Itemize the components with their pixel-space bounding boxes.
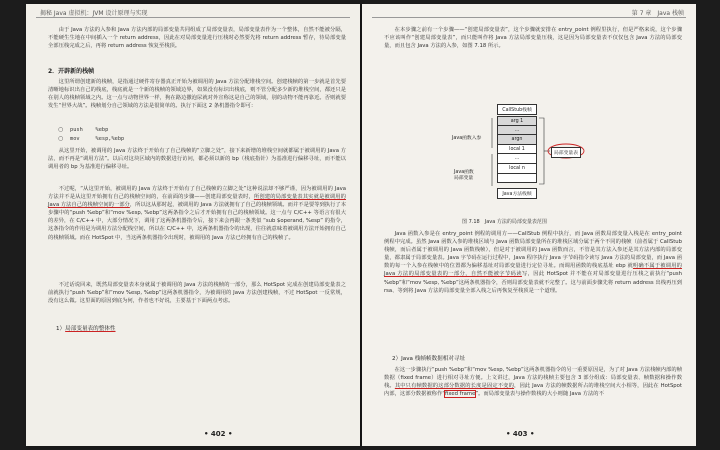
java-args-label: Java函数入参 bbox=[452, 136, 482, 141]
section-heading: 2．开辟新的栈帧 bbox=[48, 68, 95, 75]
header-rule bbox=[372, 17, 686, 18]
stack-slot: arg 1 bbox=[497, 116, 537, 126]
code-bullet-2: ○ bbox=[58, 135, 64, 142]
java-method-frame-box: Java方法栈帧 bbox=[497, 188, 537, 199]
page-number: • 402 • bbox=[204, 430, 233, 438]
intro-paragraph: 由于 Java 方法的入参和 Java 方法内部的局部变量共同组成了局部变量表，局部变量表作为一个整体，自然不能被分隔，不能硬生生地在中间插入一个 return address，因此在对局部变量进行压栈时必然要先将 return address 暂存，待局部变量全部压栈完成之后，再将 return address 恢复至栈顶。 bbox=[48, 27, 346, 50]
red-underline-annotation: 明确不属于被调用的 Java 方法的局部变量表的一部分，自然不能被字节码读 bbox=[384, 263, 682, 278]
stack-diagram bbox=[452, 104, 602, 216]
stack-slot: argn bbox=[497, 135, 537, 145]
fixed-frame-highlight: fixed frame bbox=[445, 391, 476, 398]
paragraph-start-frame: 从这里开始，被调用的 Java 方法终于开始有了自己栈帧的“立脚之处”，接下来新增的堆栈空间就都属于被调用的 Java 方法，而不再是“调用方法”。以后对这块区域内的数据进行访问，都必须以新的 bp（栈底指针）为基准进行偏移寻址，而不能以调用者的 bp 为基准进行偏移寻址。 bbox=[48, 148, 346, 171]
paragraph-fixed-frame: 在这一步骤执行“push %ebp”和“mov %esp, %ebp”这两条机器指令的另一重要原因是，为了对 Java 方法栈帧内部的帧数据（fixed frame）进行相对寻址方便。上文讲过，Java 方法的栈帧主要包含 3 部分组成：局部变量表、帧数据和操作数栈。其中只有帧数据的这部分数据的长度是固定不变的，因此 Java 方法的帧数据所占的堆栈空间大小相等，因此在 HotSpot 内部，这部分数据被称作“fixed frame”。而局部变量表与操作数栈的大小则随 Java 方法的不 bbox=[384, 367, 682, 398]
code-bullet-1: ○ bbox=[58, 126, 64, 133]
running-header: 第 7 章 Java 栈帧 bbox=[631, 10, 684, 17]
figure-caption: 图 7.18 Java 方法的局部变量表范围 bbox=[462, 219, 547, 225]
paragraph-args-locals: Java 函数入参是在 entry_point 例程的调用方——CallStub 例程中执行，而 Java 函数局部变量入栈是在 entry_point 例程中完成。虽然 Java 函数入参的堆栈区域与 Java 函数局部变量所在的堆栈区域分属于两个不同的栈帧（前者属于 CallStub 栈帧，而后者属于被调用的 Java 函数栈帧），但是对于被调用的 Java 函数而言，不管是其方法入参还是其方法内部的局部变量，都隶属于局部变量表。Java 字节码在运行过程中，Java 程序执行 Java 字节码指令读写 Java 方法的局部变量，而 Java 函数的每一个入参在栈帧中的位置都为偏移基址对局部变量进行定位寻址。而调用函数的栈底基址 ebp 就明确不属于被调用的 Java 方法的局部变量表的一部分，自然不能被字节码读写，因此 HotSpot 并不能在对局部变量进行压栈之前执行“push %ebp”和“mov %esp, %ebp”这两条机器指令，否则局部变量表就不完整了。这与前面步骤先将 return address 出栈再压到 rsa、等到将 Java 方法的局部变量全部入栈之后再恢复至栈顶是一个道理。 bbox=[384, 231, 682, 294]
paragraph-local-table: 在本步骤之前有一个步骤——“创建局部变量表”，这个步骤就安排在 entry_point 例程里执行，但是严格来说，这个步骤不应该叫作“创建局部变量表”，而只能叫作将 Java 方法局部变量压栈，这是因为局部变量表不仅仅包含 Java 方法的局部变量，而且包含 Java 方法的入参，如图 7.18 所示。 bbox=[384, 27, 682, 50]
section-heading-relative-addressing: 2）Java 栈帧帧数据相对寻址 bbox=[392, 356, 466, 362]
red-underline-annotation: 其中只有帧数据的这部分数据的长度是固定不变的 bbox=[394, 383, 515, 390]
paragraph-two-reasons: 不过话说回来，既然局部变量表本身就属于被调用的 Java 方法的栈帧的一部分，那么 HotSpot 完成在创建局部变量表之前就执行“push %ebp”和“mov %esp, %ebp”这两条机器指令，为被调用的 Java 方法创建栈帧，不过 HotSpot 一反常规，没有这么做。这里面的原因到底为何，作者也不好说，主要基于下面两点考虑。 bbox=[48, 282, 346, 305]
paragraph-new-frame: 这里所谓创建新的栈帧，是指通过硬件寄存器真正开始为被调用的 Java 方法分配堆栈空间。创建栈帧的第一步就是首先要清晰地标识出自己的栈底，栈底就是一个新的栈帧的领域边界，如果没有标识出栈底，则不管分配多少新的堆栈空间，都还只是在别人的栈帧领域之内。这一点与动物世界一样，狗在路边撒泡尿就对外宣称这是自己的领域，别的动物不能再靠近。否则就要发生“世界大战”。栈帧划分自己领域的方法是很简单的。执行下面这 2 条机器指令即可： bbox=[48, 79, 346, 110]
left-page bbox=[26, 4, 360, 446]
stack-slot: local 1 bbox=[497, 145, 537, 155]
stack-slot: ... bbox=[497, 154, 537, 164]
callstub-frame-box: CallStub栈帧 bbox=[497, 104, 537, 115]
code-line-1: push %ebp bbox=[70, 127, 109, 133]
paragraph-not-rigorous: 不过呢，“从这里开始，被调用的 Java 方法终于开始有了自己栈帧的立脚之处”这种说法却不够严谨，因为被调用的 Java 方法并不是从这里开始拥有自己的栈帧空间的，在前面的步骤——创建局部变量表时，所创建的局部变量表其实就是被调用的 Java 方法自己的栈帧空间的一部分，所以这从那时起，被调用的 Java 方法就拥有了自己的栈帧领域。而并不是要等到执行了本步骤中的“push %ebp”和“mov %esp, %ebp”这两条指令之后才开始拥有自己的栈帧领域。这一点与 C/C++ 等语言有很大的差异，在 C/C++ 中，大部分情况下，调用了这两条机器指令后，接下来会再跟一条类似 “sub $operand, %esp” 的指令，这条指令的作用是为调用方法分配栈空间，所以在 C/C++ 中，这两条机器指令的出现，往往就意味着被调用方法开始拥有自己的栈帧领域。而在 HotSpot 中，当这两条机器指令出现时，被调用的 Java 方法已经拥有自己的栈帧了。 bbox=[48, 186, 347, 241]
header-rule bbox=[36, 17, 350, 18]
stack-slot: ... bbox=[497, 126, 537, 136]
page-number: • 403 • bbox=[506, 430, 535, 438]
reason-1: 1）局部变量表的整体性 bbox=[56, 326, 116, 332]
local-variable-table-box: 局部变量表 bbox=[551, 147, 581, 158]
right-page bbox=[362, 4, 696, 446]
stack-slot: local n bbox=[497, 164, 537, 174]
code-line-2: mov %esp,%ebp bbox=[70, 136, 125, 142]
running-header: 揭秘 Java 虚拟机：JVM 设计原理与实现 bbox=[40, 10, 148, 17]
diagram-connectors bbox=[452, 104, 602, 216]
java-locals-label: Java函数 局部变量 bbox=[454, 170, 474, 181]
red-underline-annotation: 所创建的局部变量表其实就是被调用的 Java 方法自己的栈帧空间的一部分 bbox=[48, 194, 346, 209]
reason-1-underlined: 局部变量表的整体性 bbox=[65, 326, 116, 332]
